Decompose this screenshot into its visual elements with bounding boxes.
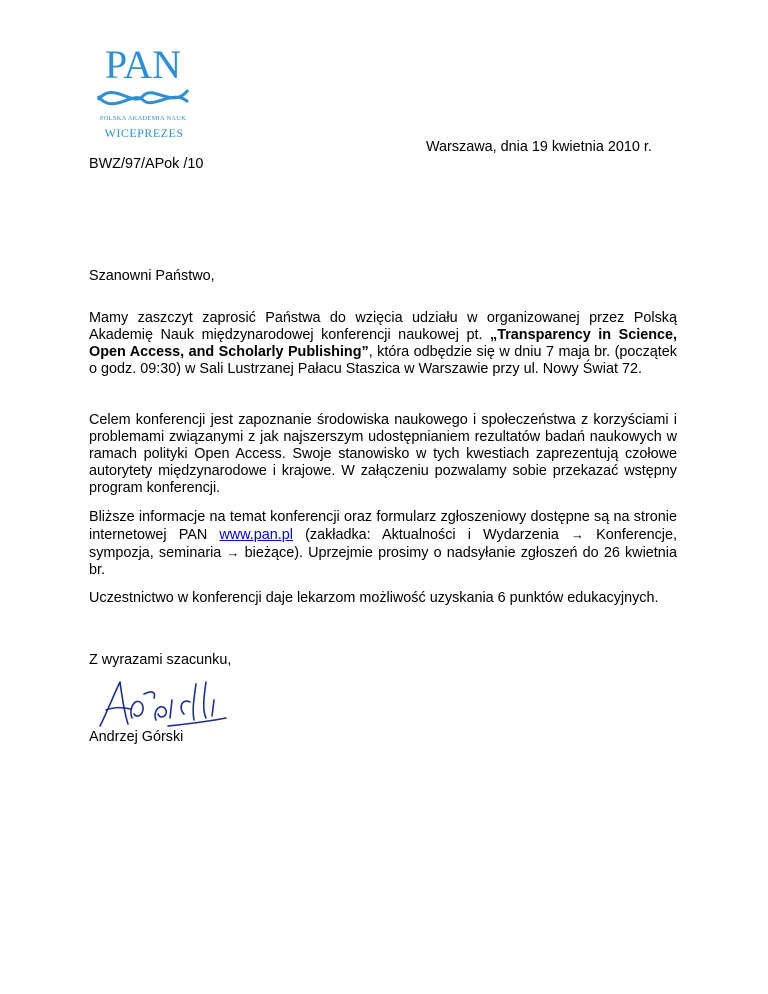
signer-name: Andrzej Górski <box>89 729 184 745</box>
purpose-paragraph: Celem konferencji jest zapoznanie środowiska naukowego i społeczeństwa z korzyściami i problemami związanymi z jak najszerszym udostępnianiem rezultatów badań naukowych w ramach polityki Open Access. Swoje stanowisko w tych kwestiach zaprezentują czołowe autorytety międzynarodowe i krajowe. W załączeniu pozwalamy sobie przekazać wstępny program konferencji. <box>89 412 677 496</box>
credits-paragraph: Uczestnictwo w konferencji daje lekarzom możliwość uzyskania 6 punktów edukacyjnych. <box>89 590 659 606</box>
salutation: Szanowni Państwo, <box>89 268 215 284</box>
invitation-text: Mamy zaszczyt zaprosić Państwa do wzięcia udziału w organizowanej przez Polską Akademię Nauk międzynarodowej konferencji naukowej pt. <box>89 310 677 343</box>
pan-logo <box>88 44 198 140</box>
conference-title: „Transparency in Science, Open Access, and Scholarly Publishing” <box>89 327 677 360</box>
info-paragraph <box>89 509 677 579</box>
info-text: Bliższe informacje na temat konferencji oraz formularz zgłoszeniowy dostępne są na stronie internetowej PAN <box>89 509 677 543</box>
arrow-right-icon: → <box>226 545 240 560</box>
info-tab-path-2: Konferencje, sympozja, seminaria <box>89 527 677 561</box>
arrow-right-icon: → <box>571 527 585 542</box>
closing: Z wyrazami szacunku, <box>89 652 232 668</box>
pan-website-link[interactable]: www.pan.pl <box>219 527 293 543</box>
invitation-details: , która odbędzie się w dniu 7 maja br. (początek o godz. 09:30) w Sali Lustrzanej Pałacu Staszica w Warszawie przy ul. Nowy Świat 72. <box>89 344 677 377</box>
pan-emblem <box>88 44 198 116</box>
vice-president-title: WICEPREZES <box>104 126 184 140</box>
org-name: POLSKA AKADEMIA NAUK <box>99 115 187 122</box>
info-deadline: bieżące). Uprzejmie prosimy o nadsyłanie zgłoszeń do 26 kwietnia br. <box>89 545 677 578</box>
info-tab-path: (zakładka: Aktualności i Wydarzenia <box>292 527 572 543</box>
dateline: Warszawa, dnia 19 kwietnia 2010 r. <box>426 139 652 155</box>
handwritten-signature <box>96 674 232 732</box>
invitation-paragraph <box>89 310 677 378</box>
logo-text: PAN <box>104 44 182 87</box>
reference-number: BWZ/97/APok /10 <box>89 156 204 172</box>
